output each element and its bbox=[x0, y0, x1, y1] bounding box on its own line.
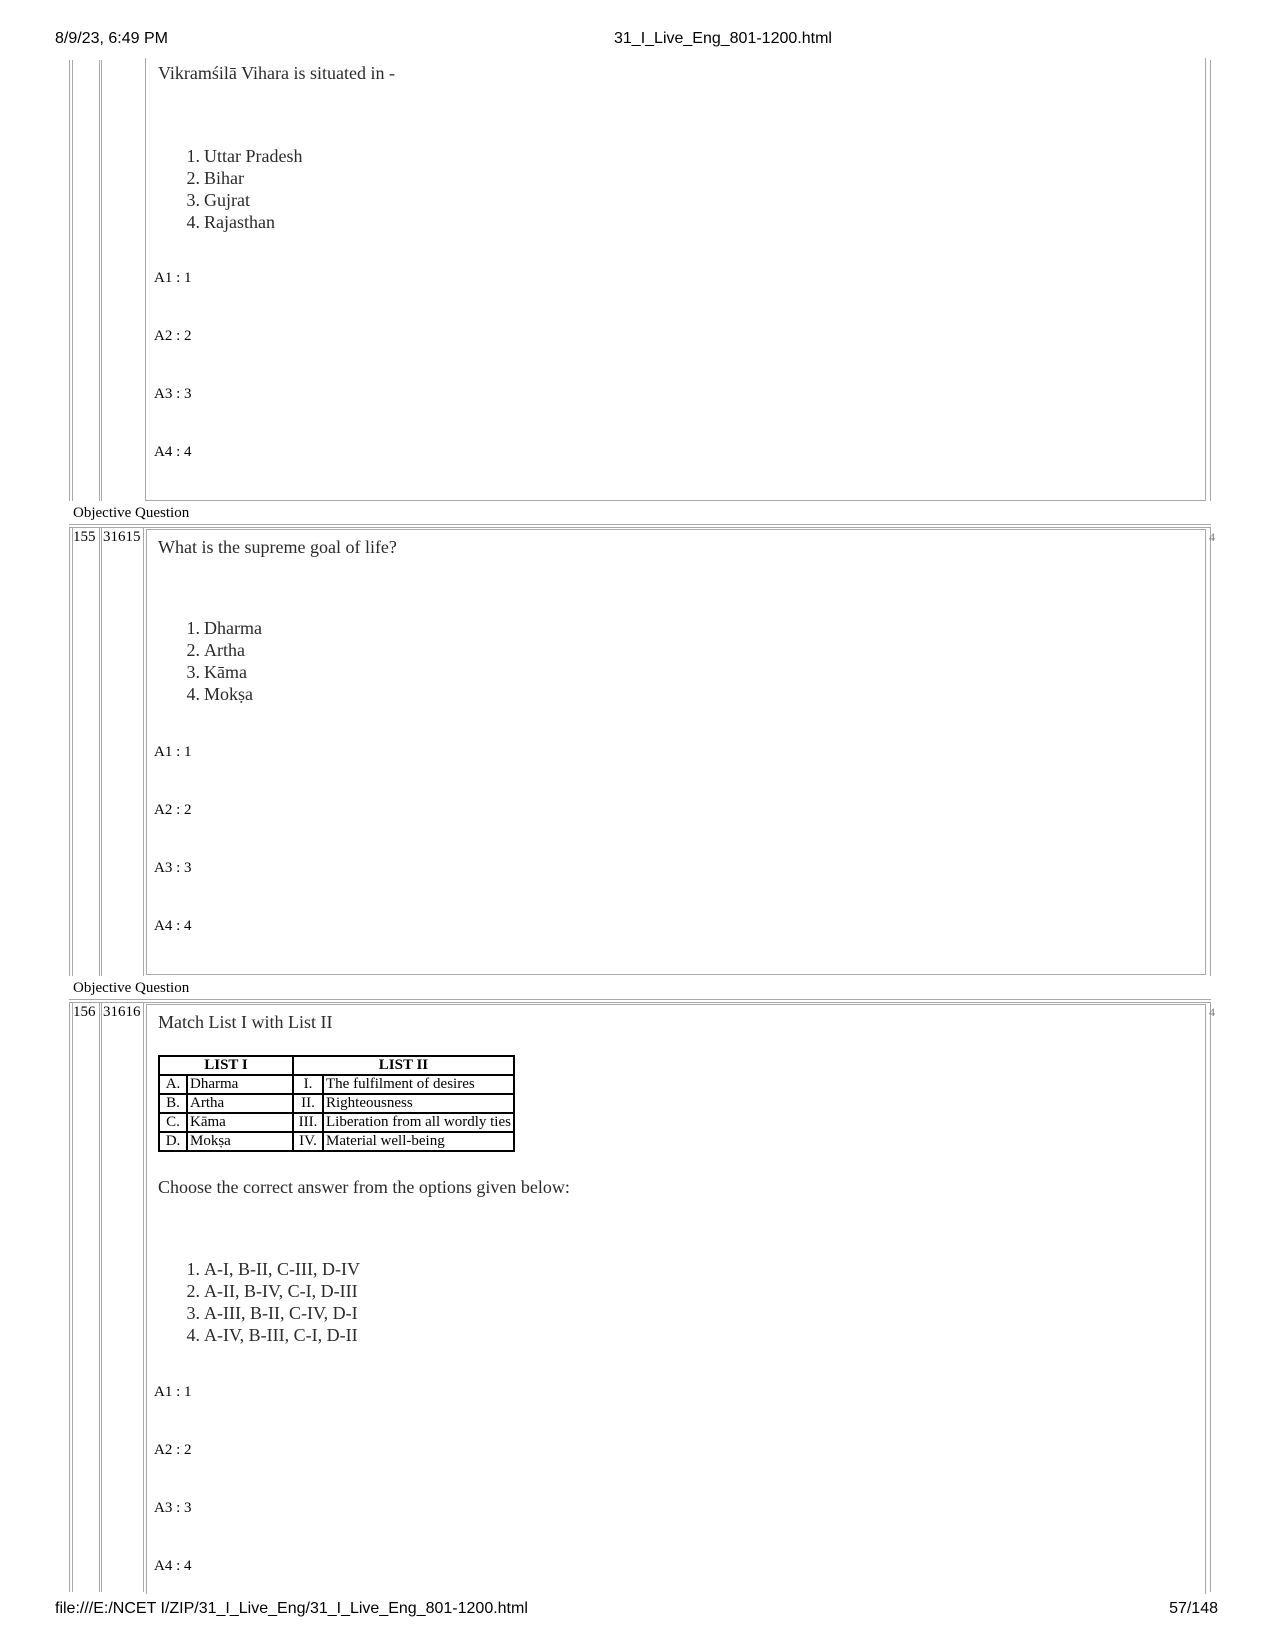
table-border bbox=[69, 1002, 1211, 1003]
answer-option: A4 : 4 bbox=[154, 1558, 192, 1574]
list-one-key: C. bbox=[159, 1113, 187, 1132]
option-item: 2. Bihar bbox=[186, 168, 244, 188]
option-item: 4. Mokṣa bbox=[186, 684, 253, 704]
option-item: 1. Uttar Pradesh bbox=[186, 146, 303, 166]
table-row bbox=[159, 1075, 514, 1094]
table-border bbox=[69, 60, 70, 501]
list-one-key: B. bbox=[159, 1094, 187, 1113]
list-two-key: III. bbox=[293, 1113, 323, 1132]
match-list-table bbox=[158, 1055, 515, 1152]
question-cell bbox=[146, 529, 1206, 975]
option-item: 2. A-II, B-IV, C-I, D-III bbox=[186, 1281, 358, 1301]
table-border bbox=[101, 527, 102, 976]
table-border bbox=[101, 1002, 102, 1592]
list-one-header: LIST I bbox=[159, 1056, 293, 1075]
table-border bbox=[143, 1002, 144, 1592]
answer-option: A1 : 1 bbox=[154, 270, 192, 286]
table-row bbox=[159, 1094, 514, 1113]
list-two-item: Liberation from all wordly ties bbox=[323, 1113, 514, 1132]
option-item: 1. Dharma bbox=[186, 618, 262, 638]
print-header-datetime: 8/9/23, 6:49 PM bbox=[55, 30, 168, 47]
table-border bbox=[143, 527, 144, 976]
table-row bbox=[159, 1113, 514, 1132]
table-border bbox=[99, 527, 100, 976]
list-two-item: Material well-being bbox=[323, 1132, 514, 1151]
table-border bbox=[69, 1002, 70, 1592]
question-cell bbox=[145, 58, 1206, 501]
list-one-key: D. bbox=[159, 1132, 187, 1151]
answer-option: A3 : 3 bbox=[154, 1500, 192, 1516]
answer-option: A2 : 2 bbox=[154, 802, 192, 818]
answer-option: A2 : 2 bbox=[154, 1442, 192, 1458]
serial-number: 156 bbox=[73, 1004, 96, 1020]
clipped-marks: 4 bbox=[1209, 530, 1215, 544]
list-one-item: Mokṣa bbox=[187, 1132, 293, 1151]
option-list bbox=[180, 1258, 360, 1346]
list-two-header: LIST II bbox=[293, 1056, 514, 1075]
table-border bbox=[69, 524, 1211, 525]
question-type-label: Objective Question bbox=[73, 505, 190, 521]
print-footer-filepath: file:///E:/NCET I/ZIP/31_I_Live_Eng/31_I_Live_Eng_801-1200.html bbox=[55, 1600, 528, 1617]
table-border bbox=[99, 1002, 100, 1592]
table-border bbox=[72, 60, 73, 501]
answer-option: A3 : 3 bbox=[154, 386, 192, 402]
list-two-key: II. bbox=[293, 1094, 323, 1113]
list-one-item: Kāma bbox=[187, 1113, 293, 1132]
table-header-row bbox=[159, 1056, 514, 1075]
list-two-item: Righteousness bbox=[323, 1094, 514, 1113]
option-item: 3. A-III, B-II, C-IV, D-I bbox=[186, 1303, 358, 1323]
table-border bbox=[72, 1002, 73, 1592]
serial-number: 155 bbox=[73, 529, 96, 545]
question-id: 31616 bbox=[103, 1004, 141, 1020]
list-one-item: Artha bbox=[187, 1094, 293, 1113]
print-footer-page-number: 57/148 bbox=[1169, 1600, 1218, 1617]
list-two-key: I. bbox=[293, 1075, 323, 1094]
answer-option: A3 : 3 bbox=[154, 860, 192, 876]
question-text: What is the supreme goal of life? bbox=[158, 537, 397, 557]
option-item: 3. Gujrat bbox=[186, 190, 250, 210]
option-item: 4. Rajasthan bbox=[186, 212, 275, 232]
answer-option: A4 : 4 bbox=[154, 918, 192, 934]
list-two-key: IV. bbox=[293, 1132, 323, 1151]
option-list bbox=[180, 145, 302, 233]
table-border bbox=[101, 60, 102, 501]
print-header-title: 31_I_Live_Eng_801-1200.html bbox=[614, 30, 832, 47]
table-border bbox=[1210, 1002, 1211, 1592]
table-border bbox=[69, 527, 1211, 528]
table-border bbox=[72, 527, 73, 976]
table-row bbox=[159, 1132, 514, 1151]
answer-option: A4 : 4 bbox=[154, 444, 192, 460]
list-two-item: The fulfilment of desires bbox=[323, 1075, 514, 1094]
question-type-label: Objective Question bbox=[73, 980, 190, 996]
answer-option: A1 : 1 bbox=[154, 744, 192, 760]
list-one-key: A. bbox=[159, 1075, 187, 1094]
option-item: 4. A-IV, B-III, C-I, D-II bbox=[186, 1325, 358, 1345]
answer-option: A2 : 2 bbox=[154, 328, 192, 344]
table-border bbox=[69, 999, 1211, 1000]
option-item: 2. Artha bbox=[186, 640, 245, 660]
option-item: 1. A-I, B-II, C-III, D-IV bbox=[186, 1259, 360, 1279]
table-border bbox=[1210, 60, 1211, 501]
answer-option: A1 : 1 bbox=[154, 1384, 192, 1400]
question-text: Vikramśilā Vihara is situated in - bbox=[158, 63, 395, 83]
instruction-text: Choose the correct answer from the options given below: bbox=[158, 1177, 570, 1197]
option-item: 3. Kāma bbox=[186, 662, 247, 682]
clipped-marks: 4 bbox=[1209, 1005, 1215, 1019]
table-border bbox=[99, 60, 100, 501]
option-list bbox=[180, 617, 262, 705]
question-id: 31615 bbox=[103, 529, 141, 545]
table-border bbox=[69, 527, 70, 976]
list-one-item: Dharma bbox=[187, 1075, 293, 1094]
question-text: Match List I with List II bbox=[158, 1012, 333, 1032]
table-border bbox=[1210, 527, 1211, 976]
